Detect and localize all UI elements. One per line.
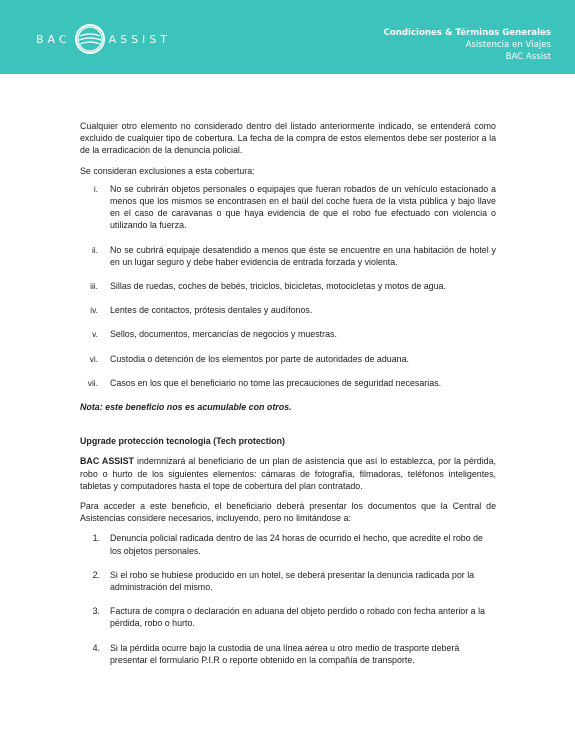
list-text: Denuncia policial radicada dentro de las 24 horas de ocurrido el hecho, que acredite el robo de los objetos personales. bbox=[110, 533, 483, 556]
list-number: vi. bbox=[89, 353, 98, 364]
list-text: Si el robo se hubiese producido en un hotel, se deberá presentar la denuncia radicada por la administración del mismo. bbox=[110, 569, 475, 593]
header-title-block bbox=[384, 27, 551, 63]
brand-name: BAC ASSIST bbox=[80, 456, 134, 467]
list-item bbox=[80, 244, 496, 268]
list-number: 1. bbox=[92, 533, 100, 544]
globe-icon bbox=[75, 24, 105, 54]
list-number: iii. bbox=[90, 281, 98, 292]
list-number: 3. bbox=[92, 606, 100, 617]
section-paragraph-1-text: indemnizará al beneficiario de un plan de asistencia que así lo establezca, por la pérdida, robo o hurto de los siguientes elementos: cámaras de fotografía, filmadoras, teléfonos inteligentes, tabletas y computadores hasta el tope de cobertura del plan contratado. bbox=[80, 456, 497, 491]
intro-paragraph: Cualquier otro elemento no considerado dentro del listado anteriormente indicado, se entenderá como excluido de cualquier tipo de cobertura. La fecha de la compra de estos elementos debe ser posterior a la de la erradicación de la denuncia policial. bbox=[80, 121, 496, 156]
list-item bbox=[80, 280, 496, 292]
benefit-note: Nota: este beneficio nos es acumulable con otros. bbox=[80, 402, 292, 413]
list-item bbox=[80, 605, 496, 629]
logo-text-right: ASSIST bbox=[108, 32, 171, 46]
requirements-list bbox=[80, 532, 496, 666]
bac-assist-logo bbox=[36, 26, 171, 52]
list-number: i. bbox=[93, 183, 98, 194]
list-number: 4. bbox=[92, 642, 100, 653]
list-item bbox=[80, 642, 496, 666]
list-item bbox=[80, 304, 496, 316]
section-title: Upgrade protección tecnologia (Tech protection) bbox=[80, 436, 285, 447]
list-item bbox=[80, 353, 496, 365]
section-paragraph-1 bbox=[80, 455, 496, 492]
list-item bbox=[80, 183, 496, 232]
list-text: No se cubrirá equipaje desatendido a menos que éste se encuentre en una habitación de hotel y en un lugar seguro y debe haber evidencia de entrada forzada y violenta. bbox=[110, 244, 496, 267]
logo-text-left: BAC bbox=[36, 32, 71, 46]
list-text: Si la pérdida ocurre bajo la custodia de una línea aérea u otro medio de trasporte deberá presentar el formulario P.I.R o reporte obtenido en la compañía de transporte. bbox=[110, 642, 460, 665]
section-paragraph-2: Para acceder a este beneficio, el beneficiario deberá presentar los documentos que la Central de Asistencias considere necesarios, incluyendo, pero no limitándose a: bbox=[80, 501, 496, 524]
header-title: Condiciones & Términos Generales bbox=[383, 28, 551, 38]
list-text: Sellos, documentos, mercancías de negocios y muestras. bbox=[110, 329, 337, 340]
list-number: 2. bbox=[92, 569, 100, 580]
list-text: Casos en los que el beneficiario no tome las precauciones de seguridad necesarias. bbox=[110, 377, 442, 388]
list-text: Factura de compra o declaración en aduana del objeto perdido o robado con fecha anterior a la pérdida, robo o hurto. bbox=[110, 606, 485, 629]
list-number: v. bbox=[92, 329, 98, 340]
list-number: vii. bbox=[87, 377, 98, 388]
list-item bbox=[80, 328, 496, 340]
header-brand: BAC Assist bbox=[505, 52, 551, 62]
list-text: Lentes de contactos, prótesis dentales y audífonos. bbox=[110, 305, 313, 316]
page-header bbox=[0, 0, 575, 74]
list-text: Custodia o detención de los elementos por parte de autoridades de aduana. bbox=[110, 353, 410, 364]
list-item bbox=[80, 532, 496, 556]
exclusions-list bbox=[80, 183, 496, 389]
list-item bbox=[80, 569, 496, 593]
document-body bbox=[80, 120, 496, 678]
list-number: ii. bbox=[91, 244, 98, 255]
list-text: No se cubrirán objetos personales o equipajes que fueran robados de un vehículo estacionado a menos que los mismos se encontrasen en el baúl del coche fuera de la vista pública y bajo llave en el caso de caravanas o que haya evidencia de que el robo fue efectuado con violencia o utilizando la fuerza. bbox=[110, 183, 496, 231]
list-text: Sillas de ruedas, coches de bebés, triciclos, bicicletas, motocicletas y motos de agua. bbox=[110, 281, 446, 292]
header-subtitle: Asistencia en Viajes bbox=[465, 40, 551, 50]
list-item bbox=[80, 377, 496, 389]
list-number: iv. bbox=[90, 305, 98, 316]
exclusions-heading: Se consideran exclusiones a esta cobertura: bbox=[80, 165, 255, 176]
